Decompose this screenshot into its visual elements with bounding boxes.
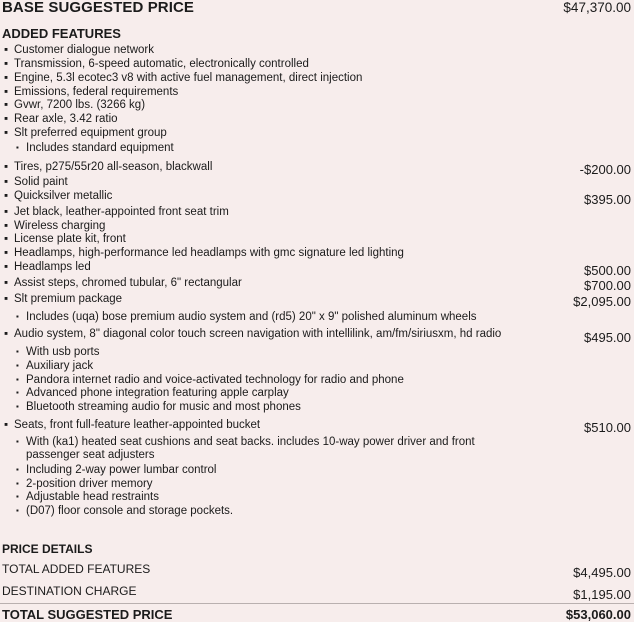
feature-price: -$200.00 — [579, 162, 631, 177]
destination-charge-label: DESTINATION CHARGE — [2, 584, 137, 598]
feature-item: ▪ Assist steps, chromed tubular, 6" rectangular — [4, 277, 242, 289]
feature-item: ▪ Wireless charging — [4, 220, 106, 232]
bullet-icon: ▪ — [4, 127, 9, 139]
feature-price: $510.00 — [584, 420, 631, 435]
bullet-icon: ▪ — [16, 143, 19, 152]
bullet-icon: ▪ — [16, 388, 19, 397]
total-added-features-label: TOTAL ADDED FEATURES — [2, 562, 151, 576]
bullet-icon: ▪ — [16, 465, 19, 474]
feature-sub-item: ▪ With usb ports — [16, 346, 100, 358]
bullet-icon: ▪ — [4, 113, 9, 125]
feature-item: ▪ Headlamps led — [4, 261, 91, 273]
feature-sub-item: ▪ Including 2-way power lumbar control — [16, 464, 217, 476]
feature-sub-item: ▪ Includes (uqa) bose premium audio system and (rd5) 20" x 9" polished aluminum wheels — [16, 311, 477, 323]
feature-item: ▪ Slt premium package — [4, 293, 123, 305]
bullet-icon: ▪ — [4, 247, 9, 259]
feature-item: ▪ Seats, front full-feature leather-appointed bucket — [4, 419, 261, 431]
bullet-icon: ▪ — [4, 99, 9, 111]
bullet-icon: ▪ — [4, 58, 9, 70]
price-details-title: PRICE DETAILS — [2, 542, 93, 556]
feature-sub-item: ▪ (D07) floor console and storage pockets. — [16, 505, 234, 517]
bullet-icon: ▪ — [16, 492, 19, 501]
feature-sub-item-continued: passenger seat adjusters — [26, 449, 155, 461]
base-price-title: BASE SUGGESTED PRICE — [2, 0, 195, 16]
feature-item: ▪ Customer dialogue network — [4, 44, 154, 56]
bullet-icon: ▪ — [4, 261, 9, 273]
feature-item: ▪ License plate kit, front — [4, 233, 126, 245]
bullet-icon: ▪ — [16, 479, 19, 488]
bullet-icon: ▪ — [4, 72, 9, 84]
feature-item: ▪ Slt preferred equipment group — [4, 127, 167, 139]
feature-item: ▪ Tires, p275/55r20 all-season, blackwall — [4, 161, 213, 173]
feature-price: $2,095.00 — [573, 294, 631, 309]
bullet-icon: ▪ — [4, 44, 9, 56]
bullet-icon: ▪ — [4, 220, 9, 232]
bullet-icon: ▪ — [16, 402, 19, 411]
destination-charge-value: $1,195.00 — [573, 587, 631, 602]
total-suggested-price-value: $53,060.00 — [565, 607, 631, 622]
feature-item: ▪ Gvwr, 7200 lbs. (3266 kg) — [4, 99, 146, 111]
feature-item: ▪ Emissions, federal requirements — [4, 86, 179, 98]
total-added-features-value: $4,495.00 — [573, 565, 631, 580]
feature-price: $700.00 — [584, 278, 631, 293]
feature-sub-item: ▪ Advanced phone integration featuring apple carplay — [16, 387, 289, 399]
feature-sub-item: ▪ With (ka1) heated seat cushions and seat backs. includes 10-way power driver and front — [16, 436, 475, 448]
bullet-icon: ▪ — [16, 506, 19, 515]
bullet-icon: ▪ — [16, 375, 19, 384]
feature-item: ▪ Headlamps, high-performance led headlamps with gmc signature led lighting — [4, 247, 404, 259]
bullet-icon: ▪ — [4, 277, 9, 289]
bullet-icon: ▪ — [4, 206, 9, 218]
bullet-icon: ▪ — [4, 419, 9, 431]
feature-sub-item: ▪ Bluetooth streaming audio for music and most phones — [16, 401, 301, 413]
feature-price: $395.00 — [584, 192, 631, 207]
feature-sub-item: ▪ 2-position driver memory — [16, 478, 153, 490]
bullet-icon: ▪ — [4, 293, 9, 305]
bullet-icon: ▪ — [16, 312, 19, 321]
base-price-value: $47,370.00 — [563, 0, 631, 15]
feature-item: ▪ Jet black, leather-appointed front seat trim — [4, 206, 229, 218]
feature-item: ▪ Quicksilver metallic — [4, 190, 113, 202]
bullet-icon: ▪ — [16, 361, 19, 370]
added-features-title: ADDED FEATURES — [2, 26, 121, 41]
feature-item: ▪ Rear axle, 3.42 ratio — [4, 113, 118, 125]
bullet-icon: ▪ — [4, 190, 9, 202]
feature-item: ▪ Engine, 5.3l ecotec3 v8 with active fuel management, direct injection — [4, 72, 363, 84]
bullet-icon: ▪ — [16, 437, 19, 446]
total-divider — [0, 603, 634, 604]
feature-price: $500.00 — [584, 263, 631, 278]
feature-sub-item: ▪ Auxiliary jack — [16, 360, 94, 372]
total-suggested-price-label: TOTAL SUGGESTED PRICE — [2, 607, 173, 622]
bullet-icon: ▪ — [16, 347, 19, 356]
bullet-icon: ▪ — [4, 176, 9, 188]
feature-item: ▪ Solid paint — [4, 176, 68, 188]
bullet-icon: ▪ — [4, 328, 9, 340]
feature-sub-item: ▪ Pandora internet radio and voice-activated technology for radio and phone — [16, 374, 404, 386]
feature-sub-item: ▪ Adjustable head restraints — [16, 491, 159, 503]
feature-sub-item: ▪ Includes standard equipment — [16, 142, 174, 154]
feature-price: $495.00 — [584, 330, 631, 345]
feature-item: ▪ Audio system, 8" diagonal color touch screen navigation with intellilink, am/fm/siriusxm, hd radio — [4, 328, 502, 340]
bullet-icon: ▪ — [4, 161, 9, 173]
feature-item: ▪ Transmission, 6-speed automatic, electronically controlled — [4, 58, 309, 70]
bullet-icon: ▪ — [4, 233, 9, 245]
bullet-icon: ▪ — [4, 86, 9, 98]
